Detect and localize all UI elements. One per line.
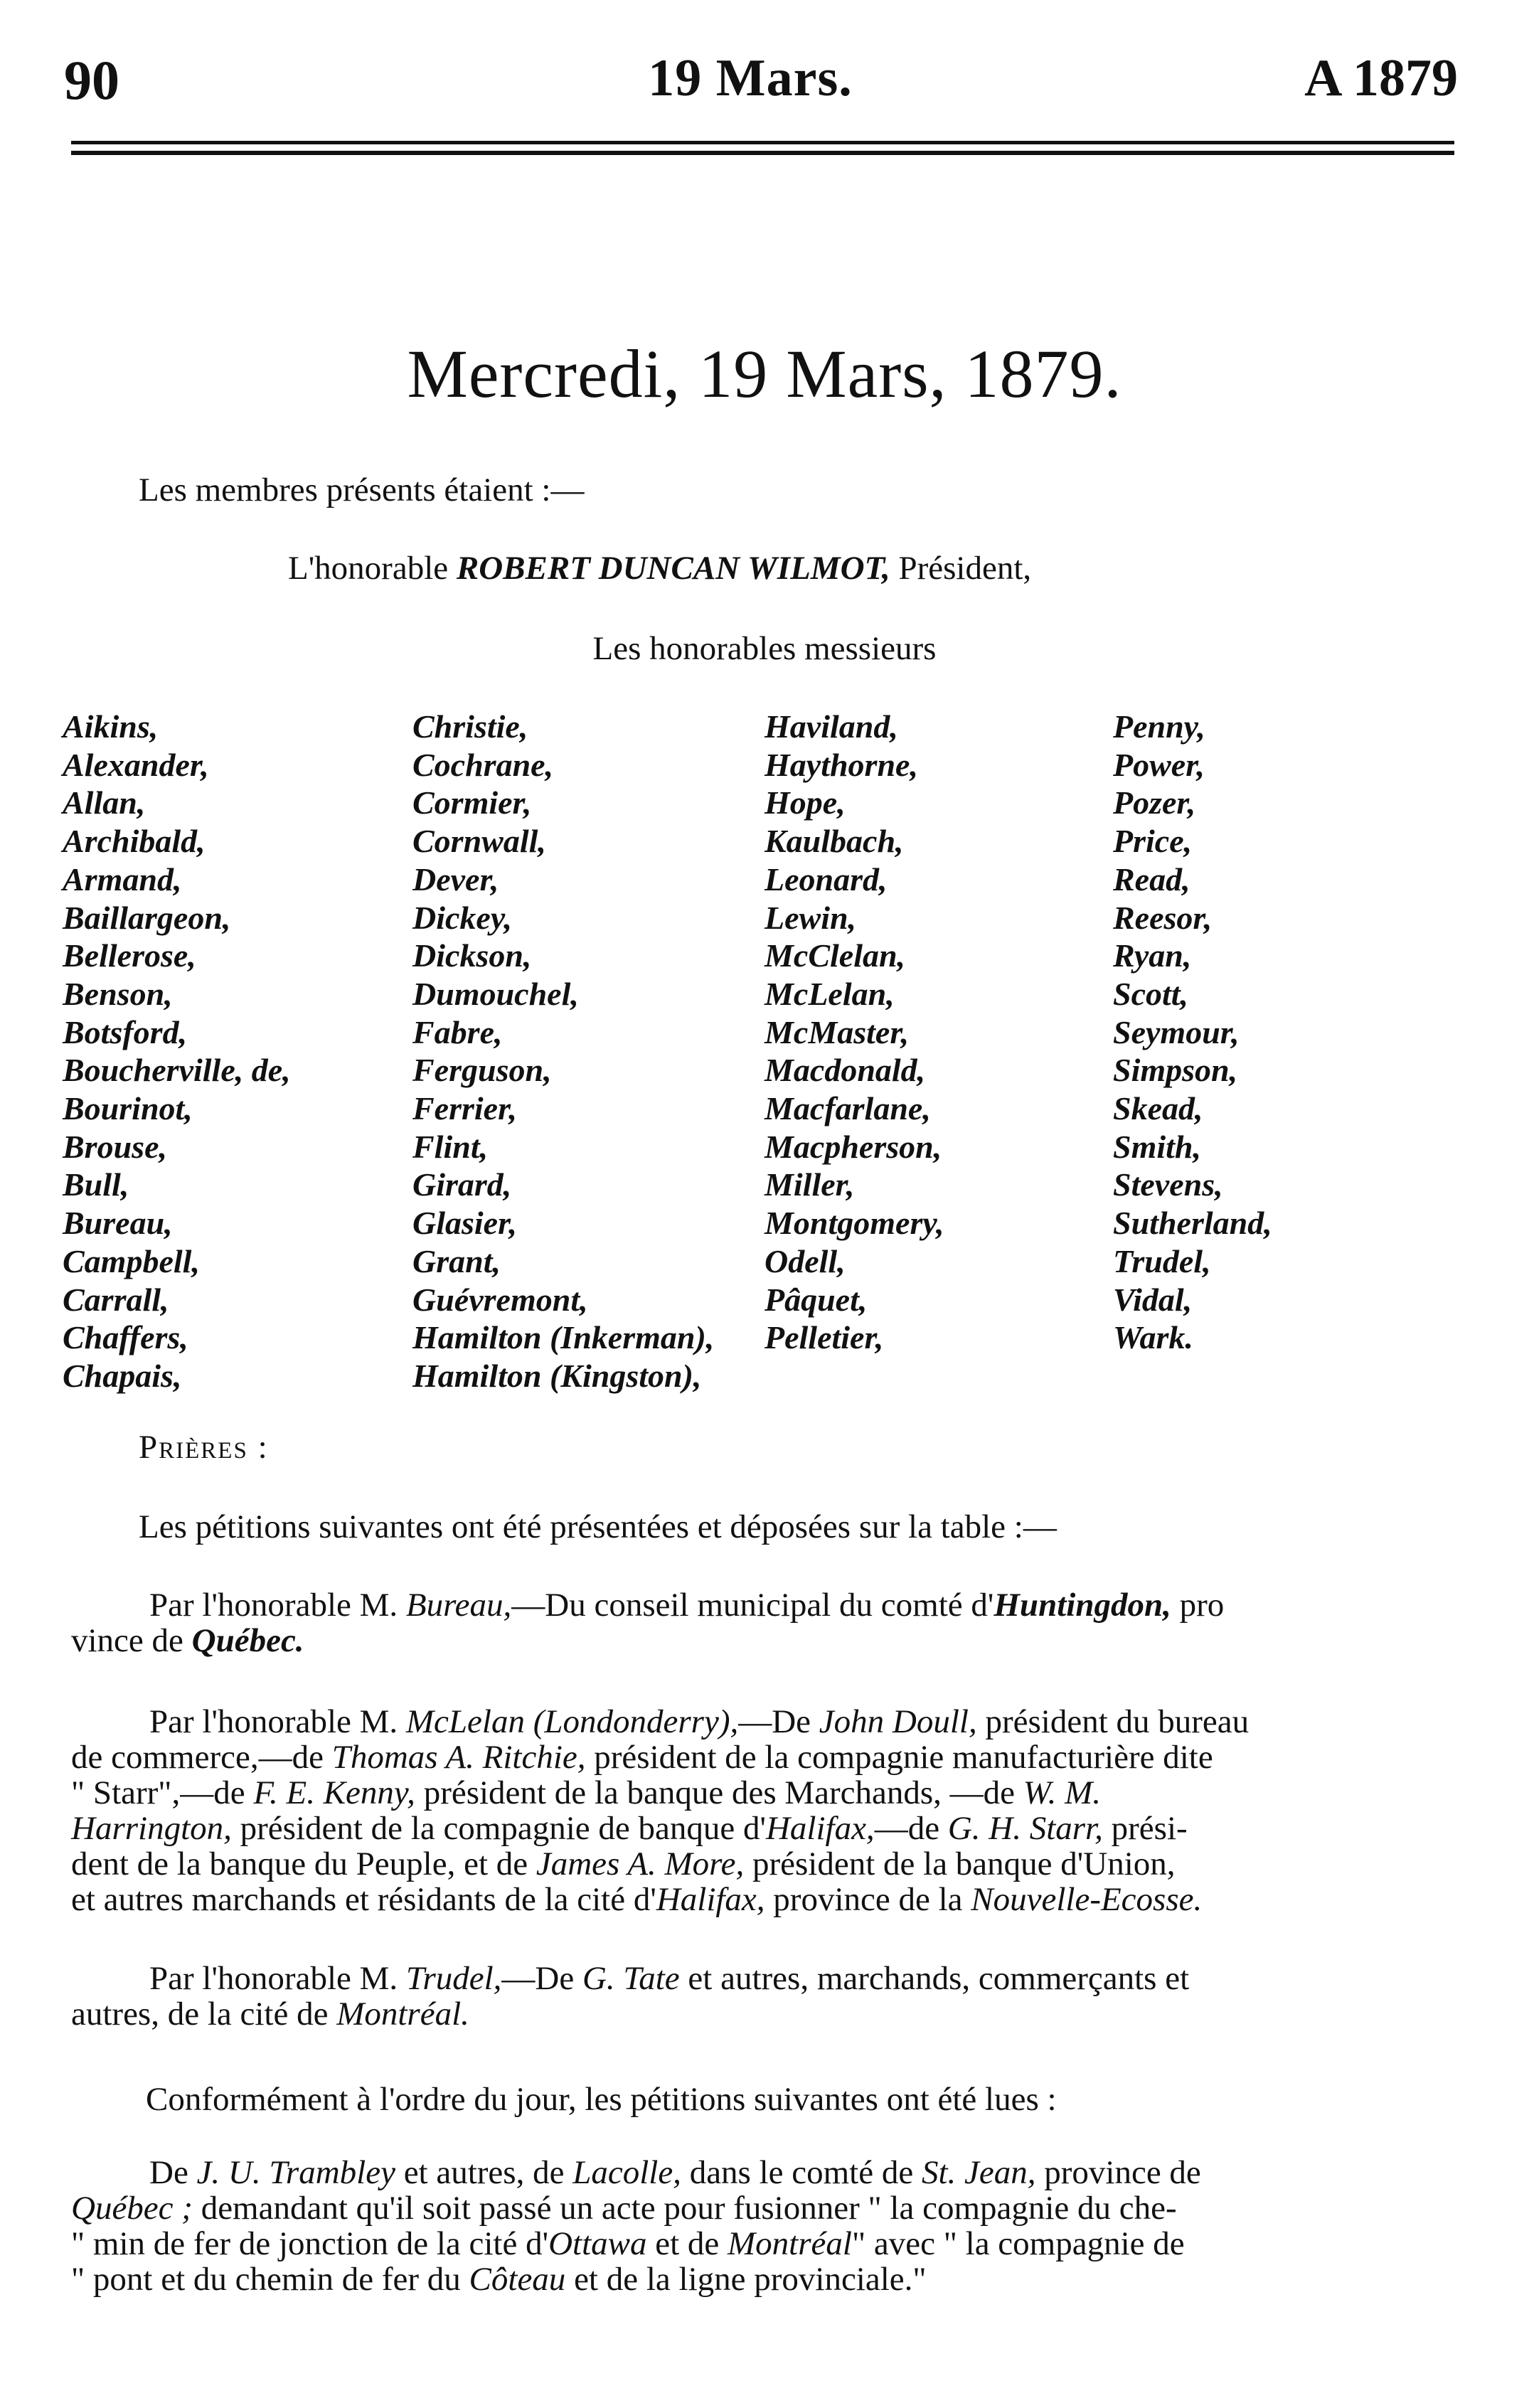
member-name: Brouse, [63,1128,167,1165]
person-name: G. Tate [582,1960,680,1997]
member-name: Bureau, [63,1205,173,1242]
member-name: Trudel, [1113,1242,1211,1279]
member-name: Armand, [63,861,182,897]
member-name: Dickson, [412,937,532,974]
text-segment: " min de fer de jonction de la cité d' [71,2225,549,2262]
petition-line [71,1846,1458,1882]
member-name: Pozer, [1113,784,1196,821]
text-segment: président de la compagnie manufacturière dite [585,1739,1213,1776]
member-name: Wark. [1113,1319,1193,1356]
petition-trambley [71,2155,1458,2297]
member-name: Stevens, [1113,1166,1223,1203]
members-column-1 [63,708,291,1395]
text-segment: et autres marchands et résidants de la cité d' [71,1881,656,1918]
member-name: Allan, [63,784,146,821]
member-name: Macfarlane, [764,1090,931,1127]
member-name: Pâquet, [764,1281,868,1318]
messieurs-heading: Les honorables messieurs [592,630,937,667]
member-name: McMaster, [764,1013,910,1050]
petition-line [71,1704,1458,1740]
senator-name: Trudel, [405,1960,502,1997]
member-name: Baillargeon, [63,899,231,936]
member-name: Hope, [764,784,846,821]
member-name: Odell, [764,1242,846,1279]
member-name: Haythorne, [764,746,918,783]
text-segment: dent de la banque du Peuple, et de [71,1845,536,1882]
text-segment: et de la ligne provinciale." [565,2261,927,2298]
member-name: Pelletier, [764,1319,884,1356]
petition-line [71,2190,1458,2226]
text-segment: Par l'honorable M. [149,1960,406,1997]
text-segment: Par l'honorable M. [149,1587,406,1624]
text-segment: président du bureau [976,1703,1250,1740]
member-name: Aikins, [63,708,159,745]
member-name: Leonard, [764,861,888,897]
page-number: 90 [64,49,119,111]
member-name: Power, [1113,746,1205,783]
text-segment: —De [738,1703,819,1740]
member-name: Girard, [412,1166,512,1203]
member-name: Reesor, [1113,899,1213,936]
text-segment: " Starr",—de [71,1774,254,1811]
member-name: Bull, [63,1166,129,1203]
petition-line [71,1961,1458,1996]
member-name: Dumouchel, [412,975,579,1012]
petition-line [71,1623,1458,1658]
member-name: Skead, [1113,1090,1203,1127]
petition-line [71,2226,1458,2262]
person-name: Thomas A. Ritchie, [331,1739,586,1776]
member-name: Montgomery, [764,1205,944,1242]
member-name: McLelan, [764,975,895,1012]
member-name: Haviland, [764,708,898,745]
members-column-2 [412,708,714,1395]
page-title: Mercredi, 19 Mars, 1879. [407,336,1122,412]
member-name: Carrall, [63,1281,169,1318]
member-name: Macpherson, [764,1128,942,1165]
text-segment: prési- [1102,1810,1188,1847]
page-header [43,34,1458,119]
person-name: J. U. Trambley [196,2154,395,2191]
member-name: Sutherland, [1113,1205,1272,1242]
text-segment: président de la banque des Marchands, —de [415,1774,1023,1811]
member-name: Seymour, [1113,1013,1240,1050]
petition-trudel [71,1961,1458,2032]
member-name: Dever, [412,861,499,897]
petition-line [71,2155,1458,2190]
member-name: Glasier, [412,1205,517,1242]
member-name: Hamilton (Kingston), [412,1357,702,1394]
president-suffix: Président, [898,550,1032,587]
petition-line [71,1740,1458,1775]
place-name: Ottawa [548,2225,647,2262]
prayers-heading: Prières : [139,1429,269,1466]
present-intro: Les membres présents étaient :— [139,472,585,508]
member-name: Guévremont, [412,1281,588,1318]
petition-line [71,2262,1458,2297]
petition-mclelan [71,1704,1458,1917]
place-name: St. Jean, [921,2154,1036,2191]
header-rule-bottom [71,151,1454,155]
senator-name: McLelan (Londonderry), [405,1703,739,1740]
president-prefix: L'honorable [288,550,449,587]
header-volume: A 1879 [1304,49,1458,107]
member-name: Flint, [412,1128,489,1165]
member-name: Ferguson, [412,1052,552,1089]
text-segment: autres, de la cité de [71,1996,337,2033]
member-name: Ferrier, [412,1090,517,1127]
person-name: G. H. Starr, [947,1810,1103,1847]
member-name: Bourinot, [63,1090,193,1127]
members-column-4 [1113,708,1272,1357]
member-name: Campbell, [63,1242,200,1279]
text-segment: pro [1171,1587,1225,1624]
text-segment: province de [1035,2154,1201,2191]
place-name: Lacolle, [572,2154,681,2191]
text-segment: et autres, marchands, commerçants et [679,1960,1190,1997]
members-column-3 [764,708,944,1357]
place-name: Côteau [469,2261,566,2298]
senator-name: Bureau, [405,1587,512,1624]
member-name: Chapais, [63,1357,182,1394]
member-name: Archibald, [63,823,206,860]
place-name: Huntingdon, [993,1587,1171,1624]
member-name: McClelan, [764,937,906,974]
petition-bureau [71,1587,1458,1658]
place-name: Montréal. [336,1996,469,2033]
member-name: Price, [1113,823,1193,860]
person-name: W. M. [1023,1774,1102,1811]
member-name: Botsford, [63,1013,188,1050]
text-segment: vince de [71,1622,192,1659]
member-name: Bellerose, [63,937,196,974]
member-name: Cochrane, [412,746,554,783]
member-name: Grant, [412,1242,501,1279]
president-name: ROBERT DUNCAN WILMOT, [456,550,890,587]
member-name: Kaulbach, [764,823,904,860]
header-date: 19 Mars. [648,49,853,107]
petition-line [71,1811,1458,1846]
petition-line [71,1996,1458,2032]
text-segment: Par l'honorable M. [149,1703,406,1740]
text-segment: demandant qu'il soit passé un acte pour fusionner " la compagnie du che- [192,2190,1177,2227]
member-name: Cormier, [412,784,532,821]
text-segment: de commerce,—de [71,1739,332,1776]
place-name: Nouvelle-Ecosse. [971,1881,1203,1918]
member-name: Boucherville, de, [63,1052,291,1089]
person-name: Harrington, [71,1810,232,1847]
member-name: Read, [1113,861,1190,897]
member-name: Ryan, [1113,937,1192,974]
header-rule-top [71,141,1454,144]
member-name: Miller, [764,1166,855,1203]
member-name: Cornwall, [412,823,546,860]
petition-line [71,1587,1458,1623]
member-name: Benson, [63,975,173,1012]
text-segment: président de la banque d'Union, [744,1845,1176,1882]
member-name: Penny, [1113,708,1205,745]
text-segment: " avec " la compagnie de [851,2225,1185,2262]
place-name: Halifax, [656,1881,765,1918]
text-segment: dans le comté de [681,2154,922,2191]
member-name: Macdonald, [764,1052,926,1089]
person-name: James A. More, [536,1845,745,1882]
member-name: Christie, [412,708,528,745]
place-name: Halifax, [765,1810,875,1847]
place-name: Montréal [728,2225,852,2262]
text-segment: province de la [764,1881,971,1918]
person-name: F. E. Kenny, [253,1774,415,1811]
petitions-intro: Les pétitions suivantes ont été présentées et déposées sur la table :— [139,1508,1057,1545]
member-name: Scott, [1113,975,1189,1012]
member-name: Lewin, [764,899,857,936]
text-segment: —Du conseil municipal du comté d' [511,1587,994,1624]
read-intro: Conformément à l'ordre du jour, les pétitions suivantes ont été lues : [146,2081,1057,2118]
text-segment: et autres, de [395,2154,573,2191]
text-segment: et de [646,2225,728,2262]
text-segment: président de la compagnie de banque d' [231,1810,766,1847]
president-line [288,549,1031,587]
person-name: John Doull, [819,1703,977,1740]
member-name: Alexander, [63,746,209,783]
member-name: Dickey, [412,899,513,936]
text-segment: —de [874,1810,948,1847]
text-segment: De [149,2154,197,2191]
place-name: Québec ; [71,2190,193,2227]
text-segment: " pont et du chemin de fer du [71,2261,469,2298]
member-name: Chaffers, [63,1319,188,1356]
petition-line [71,1882,1458,1917]
member-name: Fabre, [412,1013,503,1050]
member-name: Vidal, [1113,1281,1193,1318]
petition-line [71,1775,1458,1811]
text-segment: —De [501,1960,582,1997]
place-name: Québec. [191,1622,304,1659]
member-name: Hamilton (Inkerman), [412,1319,715,1356]
member-name: Simpson, [1113,1052,1238,1089]
member-name: Smith, [1113,1128,1202,1165]
